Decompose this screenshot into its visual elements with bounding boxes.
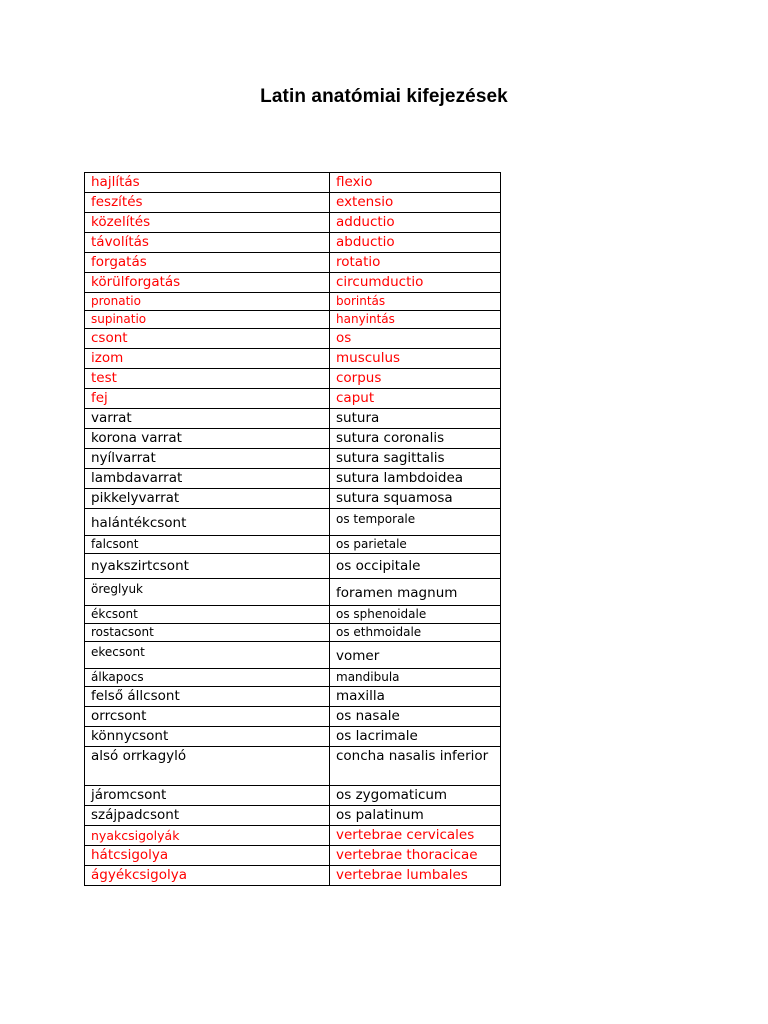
hungarian-term: feszítés [85,193,330,213]
latin-term: adductio [330,213,501,233]
latin-term: vomer [330,642,501,669]
hungarian-term: körülforgatás [85,273,330,293]
latin-term: hanyintás [330,311,501,329]
latin-term: os nasale [330,707,501,727]
latin-term: maxilla [330,687,501,707]
hungarian-term: járomcsont [85,786,330,806]
table-row [85,349,501,369]
hungarian-term: felső állcsont [85,687,330,707]
table-row [85,429,501,449]
table-row [85,579,501,606]
table-row [85,409,501,429]
hungarian-term: forgatás [85,253,330,273]
latin-term: extensio [330,193,501,213]
hungarian-term: csont [85,329,330,349]
table-row [85,536,501,554]
latin-term: vertebrae thoracicae [330,846,501,866]
document-title: Latin anatómiai kifejezések [260,86,508,107]
hungarian-term: közelítés [85,213,330,233]
hungarian-term: lambdavarrat [85,469,330,489]
latin-term: sutura [330,409,501,429]
latin-term: os temporale [330,509,501,536]
hungarian-term: falcsont [85,536,330,554]
table-row [85,509,501,536]
latin-term: sutura coronalis [330,429,501,449]
latin-term: os [330,329,501,349]
hungarian-term: öreglyuk [85,579,330,606]
latin-term: borintás [330,293,501,311]
latin-term: os zygomaticum [330,786,501,806]
table-row [85,213,501,233]
hungarian-term: nyakszirtcsont [85,554,330,579]
hungarian-term: ékcsont [85,606,330,624]
table-row [85,727,501,747]
table-row [85,747,501,786]
latin-term: concha nasalis inferior [330,747,501,786]
hungarian-term: könnycsont [85,727,330,747]
latin-term: vertebrae cervicales [330,826,501,846]
hungarian-term: pronatio [85,293,330,311]
table-row [85,624,501,642]
latin-term: os sphenoidale [330,606,501,624]
table-row [85,469,501,489]
hungarian-term: halántékcsont [85,509,330,536]
table-row [85,606,501,624]
latin-term: flexio [330,173,501,193]
hungarian-term: pikkelyvarrat [85,489,330,509]
hungarian-term: hátcsigolya [85,846,330,866]
hungarian-term: nyakcsigolyák [85,826,330,846]
table-row [85,846,501,866]
hungarian-term: varrat [85,409,330,429]
latin-term: circumductio [330,273,501,293]
table-row [85,193,501,213]
vocabulary-table [84,172,501,886]
hungarian-term: szájpadcsont [85,806,330,826]
hungarian-term: supinatio [85,311,330,329]
table-row [85,669,501,687]
table-row [85,707,501,727]
hungarian-term: nyílvarrat [85,449,330,469]
latin-term: abductio [330,233,501,253]
latin-term: rotatio [330,253,501,273]
table-row [85,687,501,707]
table-row [85,826,501,846]
table-row [85,233,501,253]
table-row [85,389,501,409]
table-row [85,866,501,886]
table-row [85,489,501,509]
latin-term: sutura lambdoidea [330,469,501,489]
hungarian-term: álkapocs [85,669,330,687]
latin-term: os parietale [330,536,501,554]
table-row [85,273,501,293]
table-row [85,311,501,329]
hungarian-term: korona varrat [85,429,330,449]
latin-term: caput [330,389,501,409]
table-row [85,554,501,579]
latin-term: os lacrimale [330,727,501,747]
latin-term: foramen magnum [330,579,501,606]
latin-term: musculus [330,349,501,369]
latin-term: os palatinum [330,806,501,826]
table-row [85,253,501,273]
latin-term: mandibula [330,669,501,687]
table-row [85,786,501,806]
hungarian-term: orrcsont [85,707,330,727]
latin-term: vertebrae lumbales [330,866,501,886]
latin-term: sutura sagittalis [330,449,501,469]
hungarian-term: alsó orrkagyló [85,747,330,786]
hungarian-term: távolítás [85,233,330,253]
table-row [85,449,501,469]
latin-term: sutura squamosa [330,489,501,509]
table-row [85,642,501,669]
hungarian-term: rostacsont [85,624,330,642]
hungarian-term: ágyékcsigolya [85,866,330,886]
latin-term: corpus [330,369,501,389]
hungarian-term: test [85,369,330,389]
table-row [85,173,501,193]
table-row [85,369,501,389]
table-row [85,806,501,826]
hungarian-term: ekecsont [85,642,330,669]
latin-term: os ethmoidale [330,624,501,642]
latin-term: os occipitale [330,554,501,579]
hungarian-term: izom [85,349,330,369]
table-row [85,293,501,311]
hungarian-term: hajlítás [85,173,330,193]
table-row [85,329,501,349]
hungarian-term: fej [85,389,330,409]
